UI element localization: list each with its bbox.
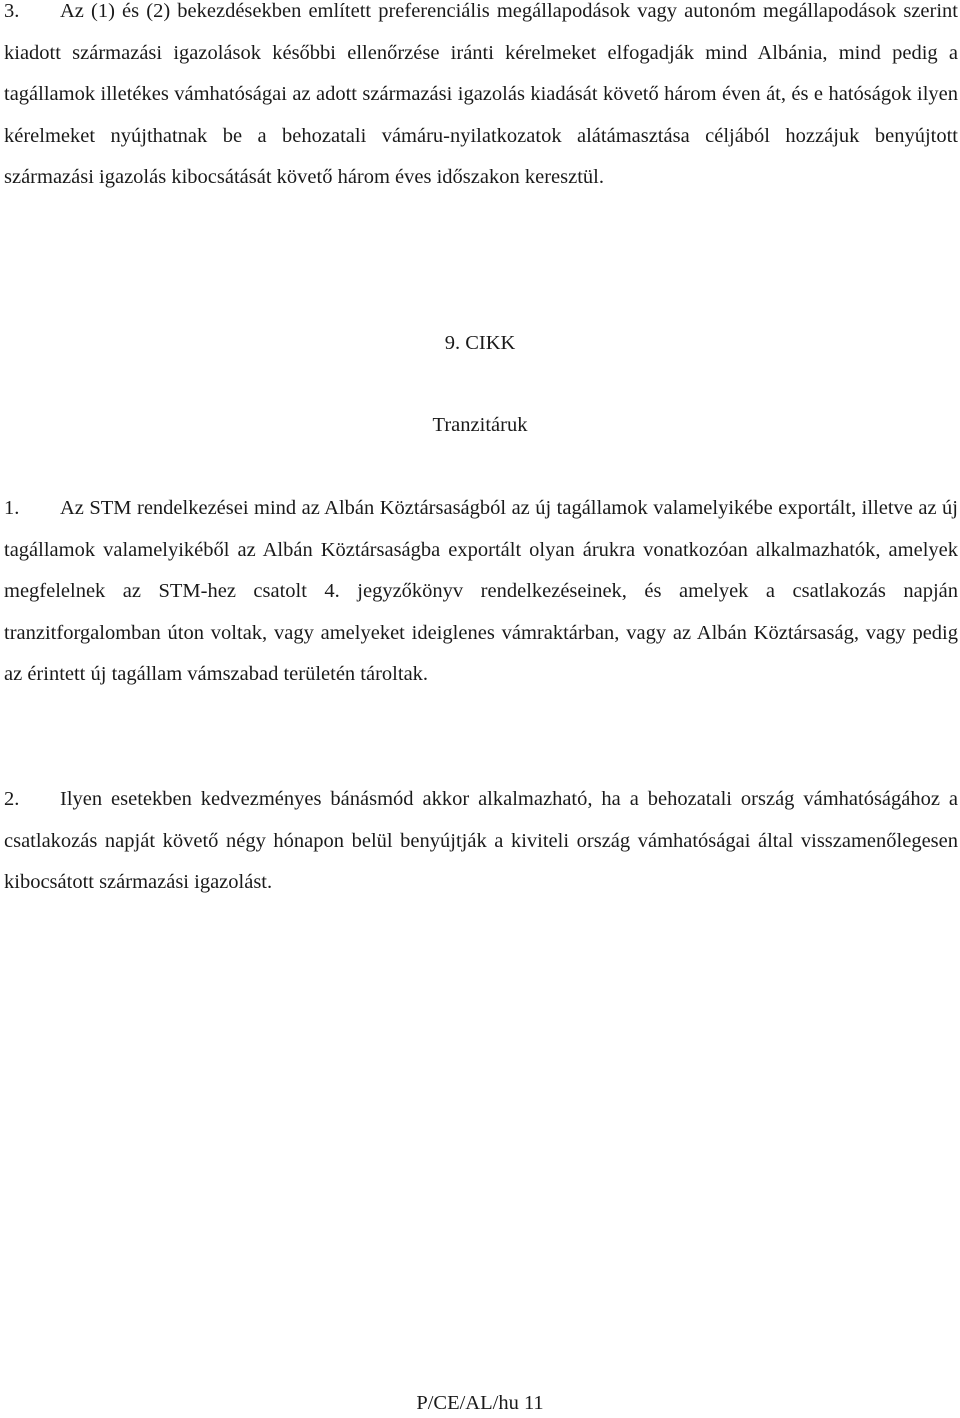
paragraph-1 [4,488,958,696]
paragraph-3-text: Az (1) és (2) bekezdésekben említett preferenciális megállapodások vagy autonóm megállapodások szerint kiadott származási igazolások későbbi ellenőrzése iránti kérelmeket elfogadják mind Albánia, mind pedig a tagállamok illetékes vámhatóságai az adott származási igazolás kiadását követő három éven át, és e hatóságok ilyen kérelmeket nyújthatnak be a behozatali vámáru-nyilatkozatok alátámasztása céljából hozzájuk benyújtott származási igazolás kibocsátását követő három éves időszakon keresztül. [4,0,958,188]
page-footer: P/CE/AL/hu 11 [416,1392,544,1414]
paragraph-3 [4,0,958,199]
article-heading: 9. CIKK [444,332,516,354]
paragraph-2-number: 2. [4,788,20,810]
article-subtitle: Tranzitáruk [432,414,528,436]
paragraph-2-text: Ilyen esetekben kedvezményes bánásmód akkor alkalmazható, ha a behozatali ország vámhatóságához a csatlakozás napját követő négy hónapon belül benyújtják a kiviteli ország vámhatóságai által visszamenőlegesen kibocsátott származási igazolást. [4,788,958,893]
paragraph-1-text: Az STM rendelkezései mind az Albán Köztársaságból az új tagállamok valamelyikébe exportált, illetve az új tagállamok valamelyikéből az Albán Köztársaságba exportált olyan árukra vonatkozóan alkalmazhatók, amelyek megfelelnek az STM-hez csatolt 4. jegyzőkönyv rendelkezéseinek, és amelyek a csatlakozás napján tranzitforgalomban úton voltak, vagy amelyeket ideiglenes vámraktárban, vagy az Albán Köztársaság, vagy pedig az érintett új tagállam vámszabad területén tároltak. [4,497,958,685]
paragraph-1-number: 1. [4,497,20,519]
paragraph-2 [4,779,958,904]
paragraph-3-number: 3. [4,0,20,22]
